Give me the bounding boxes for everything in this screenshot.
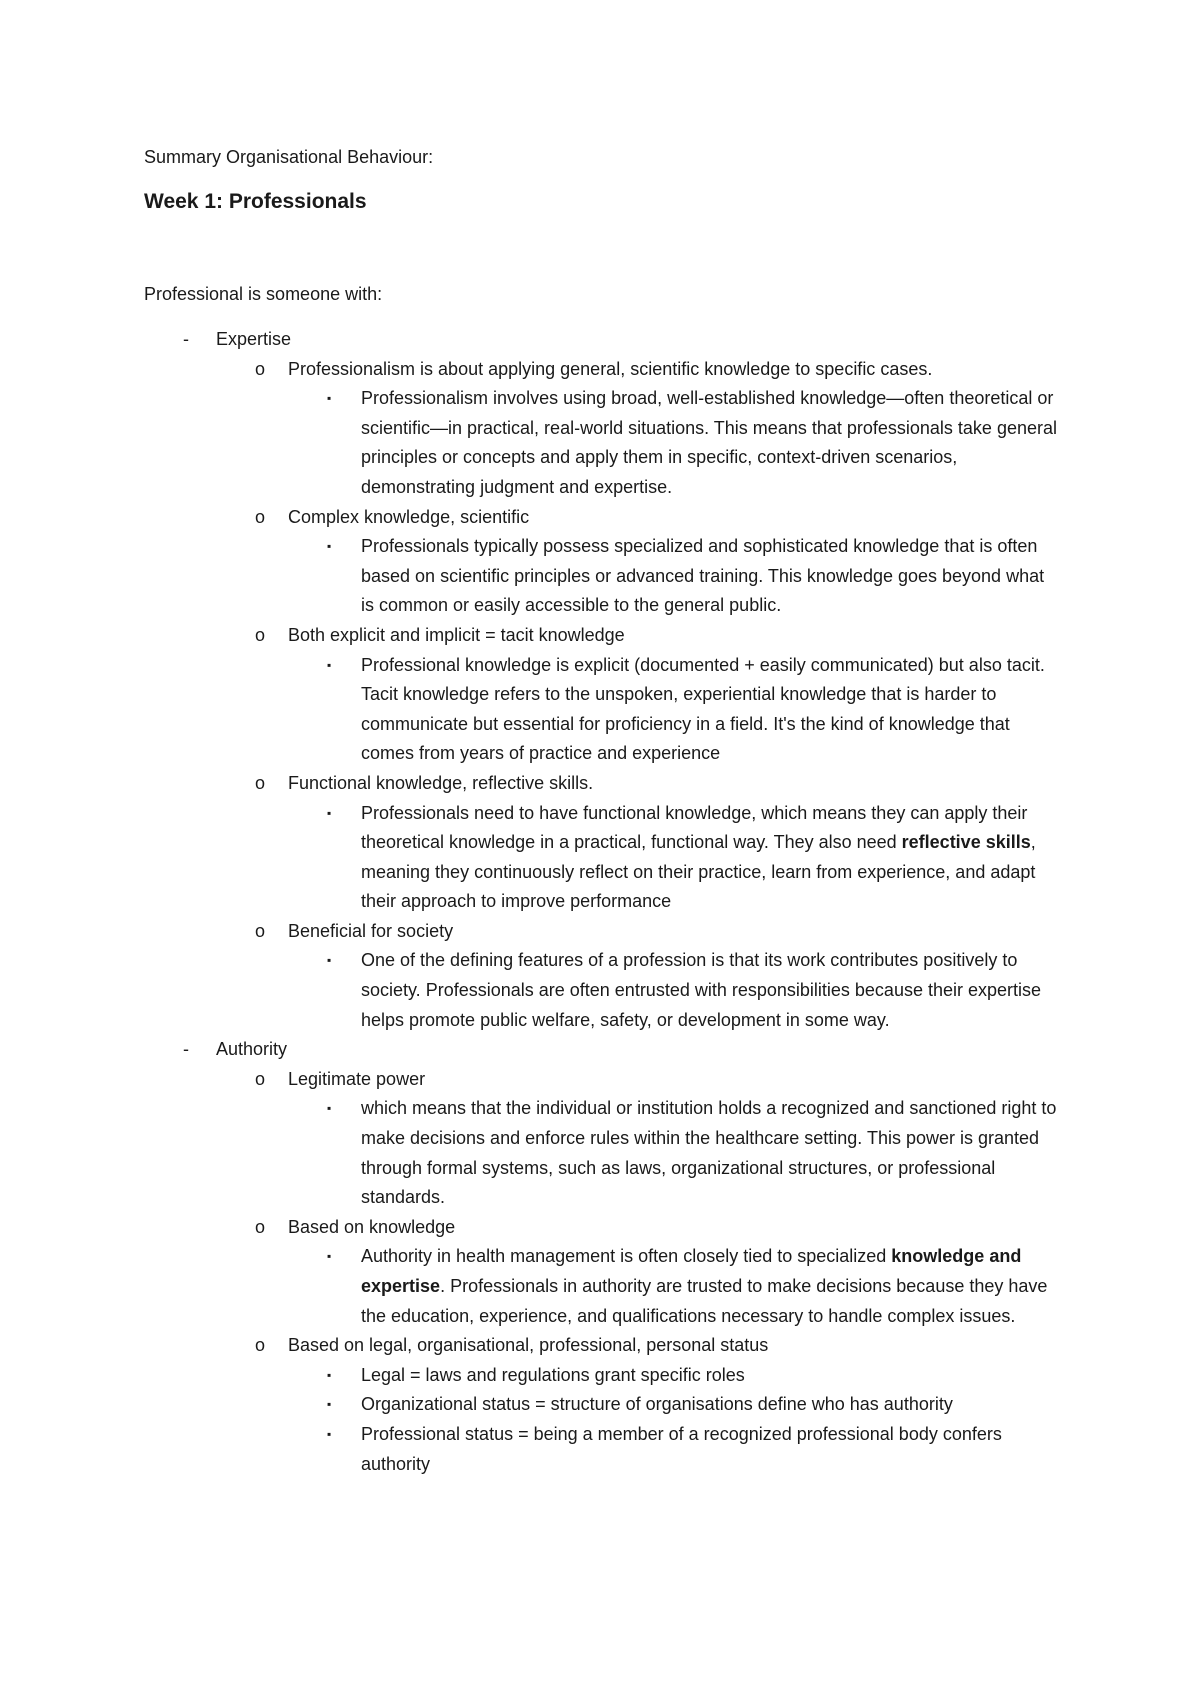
circle-marker: o — [255, 624, 266, 645]
list-item — [0, 1390, 1200, 1420]
list-item — [0, 621, 1200, 651]
document-title: Summary Organisational Behaviour: — [144, 147, 434, 167]
square-bullet-marker: ▪ — [327, 1426, 332, 1441]
item-detail: One of the defining features of a profession is that its work contributes positively to society. Professionals are often entrusted with responsibilities because their expertise helps promote public welfare, safety, or development in some way. — [361, 950, 1042, 1030]
section-label: Authority — [216, 1039, 288, 1060]
square-bullet-marker: ▪ — [327, 1249, 332, 1264]
item-label: Beneficial for society — [288, 920, 454, 941]
detail-text: . Professionals in authority are trusted to make decisions because they have the education, experience, and qualifications necessary to handle complex issues. — [361, 1276, 1048, 1326]
item-detail: Professional knowledge is explicit (documented + easily communicated) but also tacit. Tacit knowledge refers to the unspoken, experiential knowledge that is harder to communicate but essential for proficiency in a field. It's the kind of knowledge that comes from years of practice and experience — [361, 654, 1045, 764]
square-bullet-marker: ▪ — [327, 1367, 332, 1382]
list-item — [0, 917, 1200, 947]
item-label: Professionalism is about applying general, scientific knowledge to specific cases. — [288, 358, 933, 379]
list-item-expertise — [0, 325, 1200, 355]
item-detail — [361, 1242, 1061, 1331]
circle-marker: o — [255, 1335, 266, 1356]
list-item — [0, 1213, 1200, 1243]
list-item — [0, 384, 1200, 502]
square-bullet-marker: ▪ — [327, 657, 332, 672]
item-label: Based on legal, organisational, professional, personal status — [288, 1335, 769, 1356]
circle-marker: o — [255, 1068, 266, 1089]
section-label: Expertise — [216, 329, 292, 349]
list-item — [0, 1420, 1200, 1479]
list-item — [0, 503, 1200, 533]
square-bullet-marker: ▪ — [327, 1397, 332, 1412]
intro-line: Professional is someone with: — [144, 284, 383, 304]
item-label: Legitimate power — [288, 1068, 426, 1089]
dash-marker: - — [183, 1039, 189, 1060]
list-item — [0, 355, 1200, 385]
detail-text: Authority in health management is often closely tied to specialized — [361, 1246, 892, 1267]
list-item — [0, 532, 1200, 621]
item-label: Complex knowledge, scientific — [288, 506, 530, 527]
item-label: Both explicit and implicit = tacit knowledge — [288, 624, 625, 645]
item-label: Functional knowledge, reflective skills. — [288, 772, 594, 793]
list-item — [0, 1065, 1200, 1095]
item-bullet: Professional status = being a member of a recognized professional body confers authority — [361, 1423, 1002, 1474]
item-bullet: Legal = laws and regulations grant specific roles — [361, 1364, 745, 1385]
emphasis-text: knowledge and expertise — [361, 1246, 1022, 1296]
square-bullet-marker: ▪ — [327, 805, 332, 820]
square-bullet-marker: ▪ — [327, 953, 332, 968]
square-bullet-marker: ▪ — [327, 539, 332, 554]
item-detail: Professionalism involves using broad, well-established knowledge—often theoretical or scientific—in practical, real-world situations. This means that professionals take general principles or concepts and apply them in specific, context-driven scenarios, demonstrating judgment and expertise. — [361, 388, 1057, 497]
detail-text: , meaning they continuously reflect on their practice, learn from experience, and adapt their approach to improve performance — [361, 832, 1036, 912]
circle-marker: o — [255, 358, 266, 379]
list-item — [0, 1094, 1200, 1212]
list-item — [0, 946, 1200, 1035]
item-label: Based on knowledge — [288, 1216, 456, 1237]
emphasis-text: reflective skills — [901, 832, 1031, 853]
detail-text: Professionals need to have functional knowledge, which means they can apply their theoretical knowledge in a practical, functional way. They also need — [361, 802, 1028, 853]
square-bullet-marker: ▪ — [327, 1101, 332, 1116]
circle-marker: o — [255, 920, 266, 941]
circle-marker: o — [255, 1216, 266, 1237]
item-detail: Professionals typically possess specialized and sophisticated knowledge that is often based on scientific principles or advanced training. This knowledge goes beyond what is common or easily accessible to the general public. — [361, 536, 1045, 616]
week-heading: Week 1: Professionals — [144, 190, 367, 213]
item-detail: which means that the individual or institution holds a recognized and sanctioned right to make decisions and enforce rules within the healthcare setting. This power is granted through formal systems, such as laws, organizational structures, or professional standards. — [361, 1098, 1057, 1208]
item-bullet: Organizational status = structure of organisations define who has authority — [361, 1394, 953, 1415]
circle-marker: o — [255, 506, 266, 527]
list-item — [0, 1331, 1200, 1361]
circle-marker: o — [255, 772, 266, 793]
list-item — [0, 799, 1200, 917]
outline-list — [0, 325, 1200, 1479]
list-item — [0, 1242, 1200, 1331]
dash-marker: - — [183, 329, 189, 349]
item-detail — [361, 799, 1061, 917]
list-item — [0, 1361, 1200, 1391]
list-item — [0, 651, 1200, 769]
list-item-authority — [0, 1035, 1200, 1065]
list-item — [0, 769, 1200, 799]
square-bullet-marker: ▪ — [327, 391, 332, 406]
